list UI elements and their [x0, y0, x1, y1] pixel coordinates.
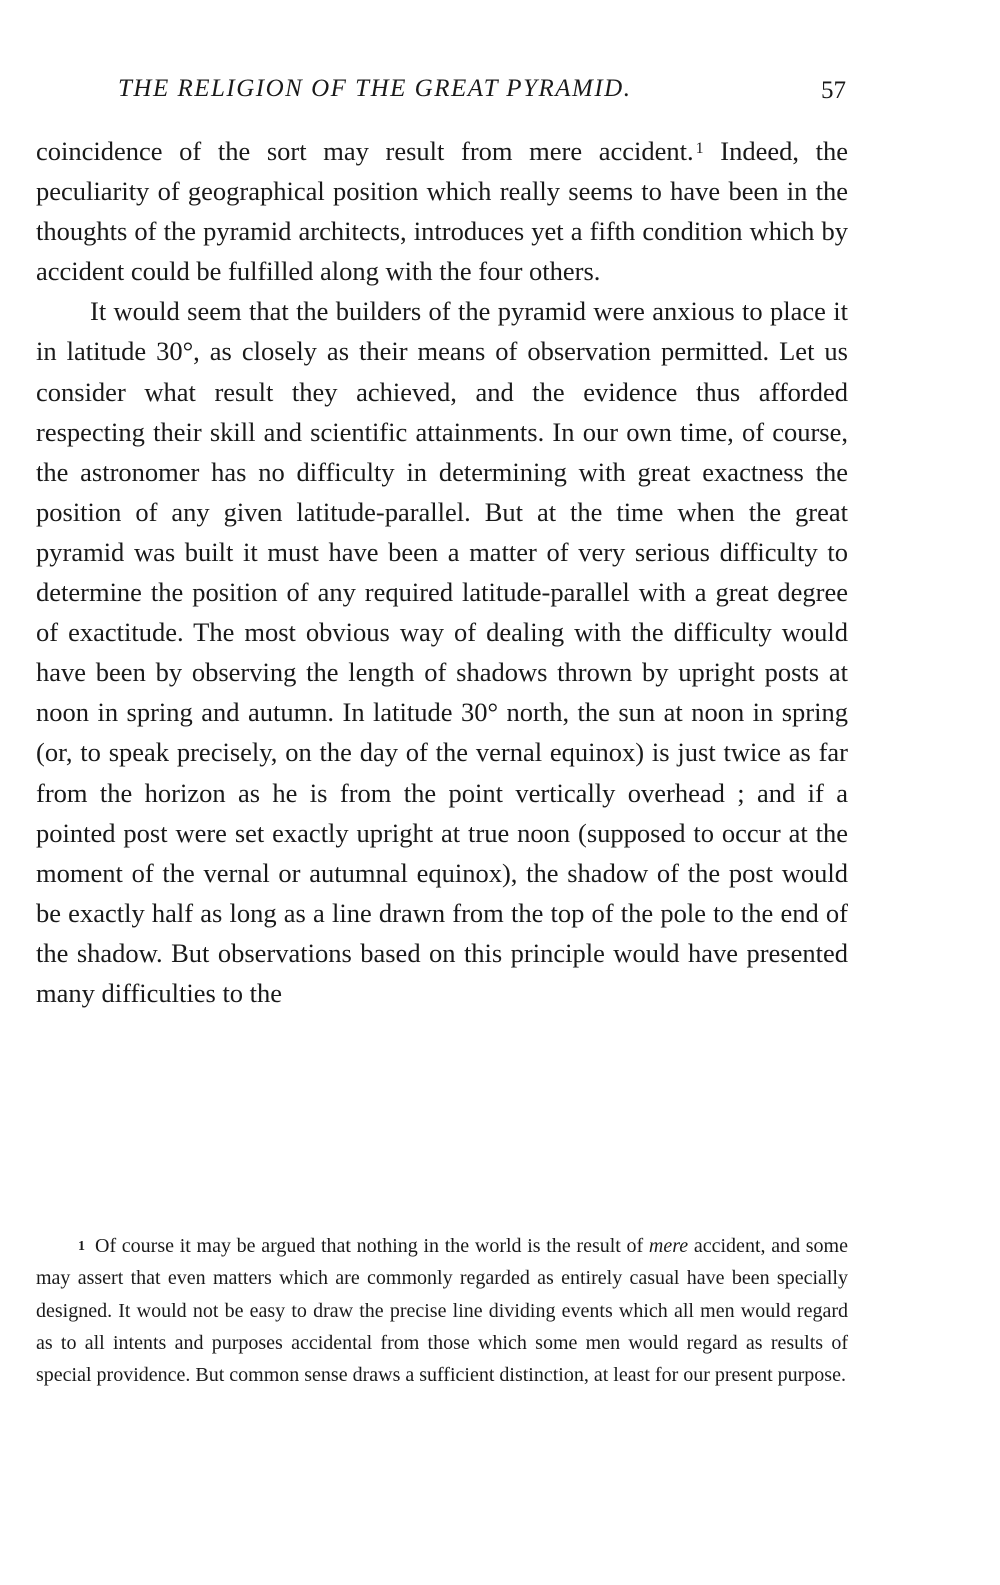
- paragraph-1: [36, 131, 848, 291]
- footnote-text-b: accident, and some may assert that even matters which are commonly regarded as entirely casual have been specially designed. It would not be easy to draw the precise line dividing events which all men would regard as to all intents and purposes accidental from those which some men would regard as results of special providence. But common sense draws a sufficient distinction, at least for our present purpose.: [36, 1235, 848, 1387]
- page-number: 57: [821, 77, 846, 104]
- paragraph-1-continuation: Indeed, the peculiarity of geographical position which really seems to have been in the thoughts of the pyramid architects, introduces yet a fifth condition which by accident could be fulfilled along with the four others.: [36, 136, 848, 287]
- footnote-text-a: Of course it may be argued that nothing in the world is the result of: [95, 1235, 649, 1257]
- footnote-reference: 1: [695, 140, 704, 157]
- paragraph-1-text: coincidence of the sort may result from mere accident.: [36, 136, 694, 166]
- footnotes: [36, 1230, 848, 1391]
- paragraph-2: It would seem that the builders of the pyramid were anxious to place it in latitude 30°, as closely as their means of observation permitted. Let us consider what result they achieved, and the evidence thus afforded respecting their skill and scientific attainments. In our own time, of course, the astronomer has no difficulty in determining with great exactness the position of any given latitude-parallel. But at the time when the great pyramid was built it must have been a matter of very serious difficulty to determine the position of any required latitude-parallel with a great degree of exactitude. The most obvious way of dealing with the difficulty would have been by observing the length of shadows thrown by upright posts at noon in spring and autumn. In latitude 30° north, the sun at noon in spring (or, to speak precisely, on the day of the vernal equinox) is just twice as far from the horizon as he is from the point vertically overhead ; and if a pointed post were set exactly upright at true noon (supposed to occur at the moment of the vernal or autumnal equinox), the shadow of the post would be exactly half as long as a line drawn from the top of the pole to the end of the shadow. But observations based on this principle would have presented many difficulties to the: [36, 296, 848, 1008]
- footnote-1: [36, 1230, 848, 1391]
- footnote-emphasis: mere: [648, 1235, 689, 1257]
- running-title: THE RELIGION OF THE GREAT PYRAMID.: [118, 75, 632, 102]
- footnote-mark: 1: [78, 1239, 85, 1254]
- running-head: [36, 74, 848, 110]
- book-page: [36, 0, 848, 1585]
- body-text: [36, 131, 848, 1013]
